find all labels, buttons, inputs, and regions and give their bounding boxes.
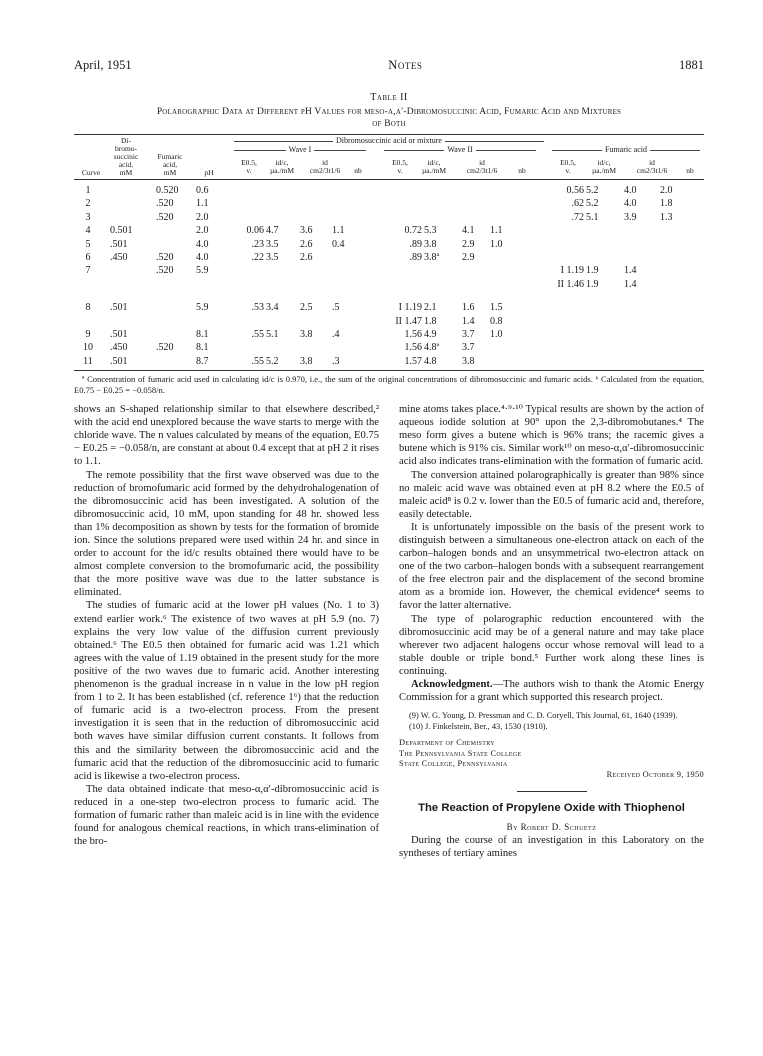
table-row	[74, 197, 704, 210]
header-w1-idc: id/c, µa./mM	[269, 158, 295, 175]
cell-w2-2: 3.7	[462, 342, 475, 354]
table-row	[74, 341, 704, 354]
cell-fumaric-conc: 0.520	[156, 185, 179, 196]
cell-w2-1: 1.8	[424, 315, 437, 327]
left-paragraph-3: The studies of fumaric acid at the lower pH values (No. 1 to 3) extend earlier work.⁶ The existence of two waves at pH 5.9 (no. 7) explains the very low value of the diffusion current previously obtained.⁶ The E0.5 then obtained for fumaric acid was 1.21 which agrees with the value of 1.19 obtained in the present study for the more positive of the two waves due to fumaric acid. Another interesting phenomenon is the gradual increase in n value in the low pH region from 1 to 2. It has been established (cf. reference 1⁶) that the reduction of fumaric acid is a two-electron process. From the present investigation it is seen that in the reduction of dibromosuccinic acid both waves have similar diffusion current constants. It follows from this and the similarity between the dibromosuccinic acid and the fumaric acid that the reduction of the dibromosuccinic acid to fumaric acid is likewise a two-electron process.	[74, 600, 379, 782]
table-label: Table II	[370, 92, 408, 103]
references	[399, 710, 704, 732]
cell-w2-2: 2.9	[462, 251, 475, 263]
cell-fa-3: 2.0	[660, 185, 673, 196]
group-fumaric-acid: Fumaric acid	[552, 150, 700, 159]
journal-page	[74, 58, 704, 860]
right-column	[399, 403, 704, 860]
cell-w2-1: 4.8ª	[424, 342, 440, 354]
header-fa-e05: E0.5, v.	[560, 158, 576, 175]
cell-fa-0: .62	[571, 198, 584, 210]
cell-dibromosuccinic-conc: .501	[110, 238, 128, 250]
cell-w1-1: 3.4	[266, 302, 279, 314]
table-row	[74, 238, 704, 251]
cell-ph: 1.1	[196, 198, 209, 210]
table-row	[74, 301, 704, 314]
cell-curve: 9	[85, 328, 91, 340]
cell-dibromosuccinic-conc: .501	[110, 355, 128, 367]
right-paragraph-2: The conversion attained polarographically is greater than 98% since no maleic acid wave was obtained even at pH 8.2 where the E0.5 of maleic acid⁸ is 0.2 v. lower than the E0.5 of fumaric acid and, therefore, easily detectable.	[399, 469, 704, 520]
cell-fa-1: 5.2	[586, 185, 599, 196]
cell-w1-0: .55	[251, 328, 264, 340]
running-head	[74, 58, 704, 76]
cell-curve: 2	[85, 198, 91, 210]
cell-curve: 11	[83, 355, 93, 367]
cell-w2-2: 1.4	[462, 315, 475, 327]
cell-ph: 2.0	[196, 225, 209, 237]
cell-w2-0: I 1.19	[398, 302, 422, 314]
cell-fa-2: 4.0	[624, 185, 637, 196]
reference-10: (10) J. Finkelstein, Ber., 43, 1530 (1910).	[409, 722, 548, 732]
section-title: Notes	[388, 58, 423, 72]
cell-w1-2: 3.6	[300, 225, 313, 237]
cell-w1-2: 2.6	[300, 238, 313, 250]
cell-ph: 4.0	[196, 251, 209, 263]
cell-w1-0: .22	[251, 251, 264, 263]
acknowledgment-heading: Acknowledgment.	[411, 679, 493, 691]
header-w1-idfrac: id cm2/3t1/6	[309, 158, 341, 175]
cell-w2-1: 5.3	[424, 225, 437, 237]
table-row	[74, 184, 704, 197]
cell-dibromosuccinic-conc: .501	[110, 328, 128, 340]
next-article-title: The Reaction of Propylene Oxide with Thiophenol	[418, 801, 685, 814]
header-fumaric-conc: Fumaric acid, mM	[157, 152, 183, 177]
cell-ph: 2.0	[196, 211, 209, 223]
cell-fumaric-conc: .520	[156, 211, 174, 223]
acknowledgment	[399, 678, 704, 704]
cell-fa-2: 1.4	[624, 278, 637, 290]
table-caption-line-1: Polarographic Data at Different pH Values for meso-α,α′-Dibromosuccinic Acid, Fumaric Acid and Mixtures	[156, 107, 622, 117]
cell-fa-3: 1.8	[660, 198, 673, 210]
acknowledgment-text: —The authors wish to thank the Atomic Energy Commission for a grant which supported this research project.	[399, 679, 704, 704]
left-column	[74, 403, 379, 860]
cell-w1-3: 0.4	[332, 238, 345, 250]
cell-w2-0: 0.72	[404, 225, 422, 237]
article-columns	[74, 403, 704, 860]
cell-w1-2: 2.5	[300, 302, 313, 314]
cell-w2-3: 1.0	[490, 238, 503, 250]
header-w2-idfrac: id cm2/3t1/6	[466, 158, 498, 175]
cell-w1-0: .55	[251, 355, 264, 367]
group-wave-1: Wave I	[234, 150, 366, 159]
cell-ph: 8.7	[196, 355, 209, 367]
cell-w1-1: 5.2	[266, 355, 279, 367]
table-row	[74, 264, 704, 277]
cell-dibromosuccinic-conc: .501	[110, 302, 128, 314]
cell-w2-0: II 1.47	[395, 315, 422, 327]
cell-ph: 5.9	[196, 265, 209, 277]
next-article-byline: By Robert D. Schuetz	[506, 821, 597, 832]
cell-w2-3: 1.5	[490, 302, 503, 314]
cell-dibromosuccinic-conc: 0.501	[110, 225, 133, 237]
cell-w1-2: 2.6	[300, 251, 313, 263]
cell-w2-2: 1.6	[462, 302, 475, 314]
issue-date: April, 1951	[74, 58, 132, 72]
cell-fa-2: 3.9	[624, 211, 637, 223]
header-w1-e05: E0.5, v.	[241, 158, 257, 175]
cell-w1-0: 0.06	[246, 225, 264, 237]
table-header	[74, 135, 704, 179]
cell-w2-2: 2.9	[462, 238, 475, 250]
header-dibromosuccinic: Di- bromo- succinic acid, mM	[113, 136, 139, 177]
cell-w2-2: 3.8	[462, 355, 475, 367]
cell-curve: 1	[85, 185, 91, 196]
data-table	[74, 134, 704, 371]
cell-w1-3: .3	[332, 355, 340, 367]
cell-w1-3: .4	[332, 328, 340, 340]
cell-curve: 3	[85, 211, 91, 223]
cell-dibromosuccinic-conc: .450	[110, 251, 128, 263]
cell-w2-3: 1.0	[490, 328, 503, 340]
table-row	[74, 278, 704, 291]
cell-fumaric-conc: .520	[156, 251, 174, 263]
cell-curve: 5	[85, 238, 91, 250]
left-paragraph-4: The data obtained indicate that meso-α,α′-dibromosuccinic acid is reduced in a one-step two-electron process to fumaric acid. The formation of fumaric rather than maleic acid is in line with the evidence found for analogous chemical reactions, in which trans-elimination of the bro-	[74, 783, 379, 848]
cell-ph: 8.1	[196, 342, 209, 354]
affiliation: Department of Chemistry The Pennsylvania State College State College, Pennsylvania	[399, 738, 522, 769]
cell-fa-0: .72	[571, 211, 584, 223]
cell-ph: 0.6	[196, 185, 209, 196]
cell-w2-0: .89	[409, 251, 422, 263]
cell-curve: 6	[85, 251, 91, 263]
cell-fa-1: 1.9	[586, 265, 599, 277]
table-row	[74, 315, 704, 328]
cell-w2-0: .89	[409, 238, 422, 250]
page-number: 1881	[678, 58, 704, 72]
header-fa-idfrac: id cm2/3t1/6	[636, 158, 668, 175]
cell-fa-2: 1.4	[624, 265, 637, 277]
cell-fumaric-conc: .520	[156, 342, 174, 354]
cell-fa-0: I 1.19	[560, 265, 584, 277]
header-w2-idc: id/c, µa./mM	[421, 158, 447, 175]
table-row	[74, 224, 704, 237]
table-row	[74, 211, 704, 224]
cell-w1-1: 3.5	[266, 251, 279, 263]
header-ph: pH	[204, 168, 214, 177]
right-paragraph-4: The type of polarographic reduction encountered with the dibromosuccinic acid may be of a general nature and may take place wherever two adjacent halogens occur whose removal will lead to a stable double or triple bond.⁵ Further work along these lines is continuing.	[399, 613, 704, 677]
section-divider	[517, 791, 587, 792]
cell-fa-3: 1.3	[660, 211, 673, 223]
table-footnote: ª Concentration of fumaric acid used in calculating id/c is 0.970, i.e., the sum of the original concentrations of dibromosuccinic and fumaric acids. ᵇ Calculated from the equation, E0.75 − E0.25 = −0.058/n.	[74, 374, 704, 395]
cell-w1-1: 4.7	[266, 225, 279, 237]
cell-curve: 10	[83, 342, 93, 354]
cell-w1-2: 3.8	[300, 328, 313, 340]
table-row	[74, 251, 704, 264]
table-caption	[74, 106, 704, 130]
cell-fa-2: 4.0	[624, 198, 637, 210]
header-w2-nb: nb	[518, 166, 526, 175]
group-mixture: Dibromosuccinic acid or mixture	[234, 141, 544, 150]
cell-ph: 4.0	[196, 238, 209, 250]
cell-fumaric-conc: .520	[156, 265, 174, 277]
cell-w2-0: 1.56	[404, 342, 422, 354]
cell-w1-2: 3.8	[300, 355, 313, 367]
header-w1-nb: nb	[354, 166, 362, 175]
table-row	[74, 355, 704, 368]
right-paragraph-1: mine atoms takes place.⁴·⁹·¹⁰ Typical results are shown by the action of aqueous iodide solution at 90° upon the 2,3-dibromobutanes.⁴ The meso form gives a butene which is 96% trans; the racemic gives a butene which is 91% cis. Similar work¹⁰ on meso-α,α′-dibromosuccinic acid also indicates trans-elimination with the formation of fumaric acid.	[399, 404, 704, 468]
cell-fa-0: II 1.46	[557, 278, 584, 290]
header-w2-e05: E0.5, v.	[392, 158, 408, 175]
cell-w2-1: 2.1	[424, 302, 437, 314]
received-date: Received October 9, 1950	[606, 769, 704, 779]
cell-w2-0: 1.57	[404, 355, 422, 367]
cell-w2-3: 1.1	[490, 225, 503, 237]
cell-w1-0: .23	[251, 238, 264, 250]
cell-w2-3: 0.8	[490, 315, 503, 327]
cell-dibromosuccinic-conc: .450	[110, 342, 128, 354]
cell-curve: 7	[85, 265, 91, 277]
cell-w2-1: 4.9	[424, 328, 437, 340]
cell-fa-1: 5.1	[586, 211, 599, 223]
cell-w1-0: .53	[251, 302, 264, 314]
cell-w2-1: 3.8	[424, 238, 437, 250]
cell-w2-0: 1.56	[404, 328, 422, 340]
cell-w2-1: 4.8	[424, 355, 437, 367]
cell-ph: 8.1	[196, 328, 209, 340]
left-paragraph-2: The remote possibility that the first wave observed was due to the reduction of bromofumaric acid formed by the dehydrohalogenation of the dibromosuccinic acid has been investigated. A solution of the dibromosuccinic acid, 10 mM, upon standing for 48 hr. showed less than 1% decomposition as shown by tests for the formation of bromide ion. Since the solutions prepared were used within 24 hr. and since in order to account for the id/c results obtained there would have to be almost complete conversion to the bromofumaric acid, the possibility that the more positive wave was due to the latter substance is eliminated.	[74, 469, 379, 599]
cell-ph: 5.9	[196, 302, 209, 314]
cell-w1-1: 3.5	[266, 238, 279, 250]
header-fa-idc: id/c, µa./mM	[591, 158, 617, 175]
group-wave-2: Wave II	[384, 150, 536, 159]
cell-w2-1: 3.8ª	[424, 251, 440, 263]
table-row	[74, 328, 704, 341]
cell-curve: 8	[85, 302, 91, 314]
header-fa-nb: nb	[686, 166, 694, 175]
cell-fa-1: 5.2	[586, 198, 599, 210]
cell-w2-2: 4.1	[462, 225, 475, 237]
cell-fa-1: 1.9	[586, 278, 599, 290]
reference-9: (9) W. G. Young, D. Pressman and C. D. Coryell, This Journal, 61, 1640 (1939).	[409, 711, 678, 721]
table-caption-line-2: of Both	[372, 119, 406, 129]
cell-w1-3: 1.1	[332, 225, 345, 237]
header-curve: Curve	[81, 168, 101, 177]
cell-w1-1: 5.1	[266, 328, 279, 340]
next-article-first-line: During the course of an investigation in this Laboratory on the syntheses of tertiary amines	[399, 835, 704, 860]
right-paragraph-3: It is unfortunately impossible on the basis of the present work to distinguish between a simultaneous one-electron attack on each of the carbon–halogen bonds and an unsymmetrical two-electron attack on one of the two carbon–halogen bonds with a subsequent rearrangement of the free electron pair and the displacement of the second bromine atom as a bromide ion. However, the chemical evidence⁴ seems to favor the latter alternative.	[399, 521, 704, 612]
cell-w1-3: .5	[332, 302, 340, 314]
cell-w2-2: 3.7	[462, 328, 475, 340]
cell-fumaric-conc: .520	[156, 198, 174, 210]
table-body	[74, 179, 704, 370]
left-paragraph-1: shows an S-shaped relationship similar to that elsewhere described,² with the acid end unexplored because the wave starts to merge with the chloride wave. The n values calculated by means of the equation, E0.75 − E0.25 = −0.058/n, are constant at about 0.4 except that at pH 2 it rises to 1.1.	[74, 404, 379, 468]
cell-curve: 4	[85, 225, 91, 237]
cell-fa-0: 0.56	[566, 185, 584, 196]
